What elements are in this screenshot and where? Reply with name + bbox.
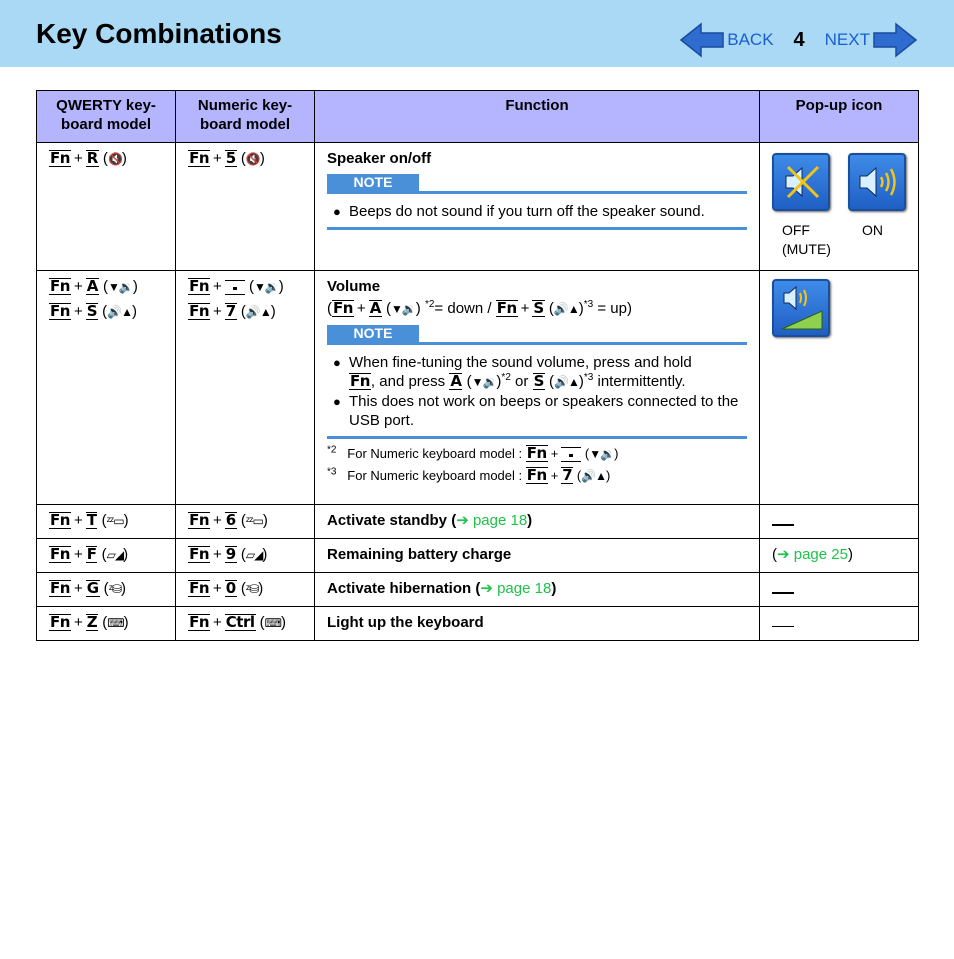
fn-key: Fn (50, 579, 70, 597)
volume-up-icon: 🔊▲ (107, 305, 133, 319)
popup-icon-cell (759, 271, 918, 505)
header-qwerty: QWERTY key-board model (37, 91, 176, 143)
volume-down-icon: ▼🔉 (589, 447, 615, 461)
qwerty-cell: Fn + R (🔇) (37, 143, 176, 271)
popup-icon-cell (759, 505, 918, 539)
fn-key: Fn (50, 277, 70, 295)
note-label: NOTE (327, 325, 419, 342)
seven-key: 7 (562, 466, 573, 484)
popup-icon-cell (759, 143, 918, 271)
bullet-icon: ● (332, 204, 341, 219)
fn-key: Fn (189, 545, 210, 563)
a-key: A (450, 372, 462, 390)
keyboard-light-icon: ⌨ (107, 616, 124, 630)
blank-key (561, 447, 581, 462)
ctrl-key: Ctrl (225, 613, 255, 631)
back-button[interactable] (679, 22, 773, 58)
arrow-right-icon: ➔ (480, 580, 498, 597)
fn-key: Fn (50, 149, 70, 167)
key-combinations-table (36, 90, 919, 641)
standby-icon: ᶻᶻ▭ (106, 514, 124, 528)
s-key: S (533, 372, 544, 390)
table-row-standby (37, 505, 919, 539)
a-key: A (86, 277, 98, 295)
g-key: G (86, 579, 99, 597)
r-key: R (86, 149, 98, 167)
s-key: S (86, 302, 98, 320)
function-title: Speaker on/off (326, 150, 432, 167)
volume-up-icon: 🔊▲ (245, 305, 271, 319)
numeric-cell: Fn + 0 (ᶻ⛁) (176, 573, 315, 607)
page-number: 4 (793, 28, 805, 51)
fn-key: Fn (526, 444, 547, 462)
fn-key: Fn (189, 511, 210, 529)
volume-up-icon: 🔊▲ (581, 469, 606, 483)
battery-icon: ▱◢ (106, 548, 124, 562)
popup-icon-cell: (➔ page 25) (759, 539, 918, 573)
popup-icon-cell (759, 573, 918, 607)
page-navigation (679, 22, 918, 58)
speaker-on-popup-icon (848, 153, 906, 211)
fn-key: Fn (50, 511, 70, 529)
popup-icon-cell (759, 607, 918, 641)
header-function: Function (314, 91, 759, 143)
page-link[interactable]: ➔ page 18 (456, 512, 528, 529)
next-button[interactable] (825, 22, 918, 58)
arrow-right-icon: ➔ (776, 546, 794, 563)
six-key: 6 (225, 511, 236, 529)
qwerty-cell: Fn + T (ᶻᶻ▭) (37, 505, 176, 539)
seven-key: 7 (225, 302, 236, 320)
bullet-icon: ● (332, 394, 341, 409)
nine-key: 9 (225, 545, 236, 563)
qwerty-cell: Fn + G (ᶻ⛁) (37, 573, 176, 607)
back-arrow-icon (679, 22, 725, 58)
z-key: Z (86, 613, 98, 631)
table-row-battery (37, 539, 919, 573)
no-icon-dash (772, 524, 794, 526)
function-cell: Activate hibernation (➔ page 18) (314, 573, 759, 607)
function-cell (314, 271, 759, 505)
next-arrow-icon (872, 22, 918, 58)
qwerty-cell: Fn + Z (⌨) (37, 607, 176, 641)
fn-key: Fn (189, 149, 210, 167)
function-title: Volume (326, 278, 381, 295)
speaker-mute-icon: 🔇 (245, 152, 260, 166)
bullet-icon: ● (332, 355, 341, 370)
table-row-hibernation (37, 573, 919, 607)
fn-key: Fn (349, 372, 370, 390)
qwerty-cell: Fn + A (▼🔉) Fn + S (🔊▲) (37, 271, 176, 505)
qwerty-cell: Fn + F (▱◢) (37, 539, 176, 573)
volume-down-icon: ▼🔉 (253, 280, 279, 294)
fn-key: Fn (189, 613, 210, 631)
icon-off-label: OFF (MUTE) (781, 222, 831, 257)
table-header-row (37, 91, 919, 143)
f-key: F (86, 545, 97, 563)
numeric-cell: Fn + 6 (ᶻᶻ▭) (176, 505, 315, 539)
function-cell: Activate standby (➔ page 18) (314, 505, 759, 539)
fn-key: Fn (189, 277, 210, 295)
list-item: ● Beeps do not sound if you turn off the speaker sound. (327, 202, 747, 221)
fn-key: Fn (496, 299, 517, 317)
page-link[interactable]: ➔ page 25 (776, 546, 848, 563)
numeric-cell: Fn + 9 (▱◢) (176, 539, 315, 573)
table-row-volume (37, 271, 919, 505)
numeric-cell: Fn + Ctrl (⌨) (176, 607, 315, 641)
header-bar (0, 0, 954, 67)
zero-key: 0 (225, 579, 236, 597)
table-row-keyboard-light (37, 607, 919, 641)
volume-down-icon: ▼🔉 (471, 375, 497, 389)
numeric-cell: Fn + (▼🔉) Fn + 7 (🔊▲) (176, 271, 315, 505)
icon-on-label: ON (861, 222, 883, 238)
blank-key (225, 280, 245, 295)
function-cell: Remaining battery charge (314, 539, 759, 573)
fn-key: Fn (526, 466, 547, 484)
fn-key: Fn (189, 302, 210, 320)
hibernation-icon: ᶻ⛁ (108, 582, 122, 596)
header-numeric: Numeric key-board model (176, 91, 315, 143)
list-item: ● When fine-tuning the sound volume, press and hold Fn, and press A (▼🔉)$^{*2}$ or S (🔊▲)$^{*3}$ intermittently. (327, 353, 747, 392)
header-popup-icon: Pop-up icon (759, 91, 918, 143)
fn-key: Fn (50, 545, 70, 563)
no-icon-dash (772, 592, 794, 594)
note-box (327, 174, 747, 230)
function-cell (314, 143, 759, 271)
fn-key: Fn (332, 299, 353, 317)
volume-down-icon: ▼🔉 (390, 302, 416, 316)
function-cell: Light up the keyboard (314, 607, 759, 641)
fn-key: Fn (50, 613, 70, 631)
footnote: $^{*2}$ For Numeric keyboard model : Fn + (▼🔉) $^{*3}$ For Numeric keyboard model : Fn + 7 (🔊▲) (326, 444, 619, 484)
no-icon-dash (772, 626, 794, 627)
volume-description: (Fn + A (▼🔉) $^{*2}$= down / Fn + S (🔊▲)$^{*3}$ = up) (326, 299, 632, 317)
battery-icon: ▱◢ (245, 548, 263, 562)
list-item: ● This does not work on beeps or speakers connected to the USB port. (327, 392, 747, 430)
note-box (327, 325, 747, 439)
volume-up-icon: 🔊▲ (554, 375, 579, 389)
fn-key: Fn (50, 302, 70, 320)
fn-key: Fn (189, 579, 210, 597)
numeric-cell: Fn + 5 (🔇) (176, 143, 315, 271)
volume-popup-icon (772, 279, 830, 337)
volume-down-icon: ▼🔉 (107, 280, 133, 294)
keyboard-light-icon: ⌨ (264, 616, 281, 630)
speaker-off-popup-icon (772, 153, 830, 211)
a-key: A (369, 299, 381, 317)
hibernation-icon: ᶻ⛁ (245, 582, 259, 596)
table-row-speaker (37, 143, 919, 271)
page-link[interactable]: ➔ page 18 (480, 580, 552, 597)
page-title: Key Combinations (36, 18, 282, 49)
next-label: NEXT (824, 30, 870, 49)
t-key: T (86, 511, 97, 529)
arrow-right-icon: ➔ (456, 512, 473, 529)
s-key: S (533, 299, 544, 317)
five-key: 5 (225, 149, 236, 167)
volume-up-icon: 🔊▲ (553, 302, 579, 316)
note-label: NOTE (327, 174, 419, 191)
speaker-mute-icon: 🔇 (107, 152, 122, 166)
back-label: BACK (727, 30, 774, 49)
standby-icon: ᶻᶻ▭ (245, 514, 263, 528)
